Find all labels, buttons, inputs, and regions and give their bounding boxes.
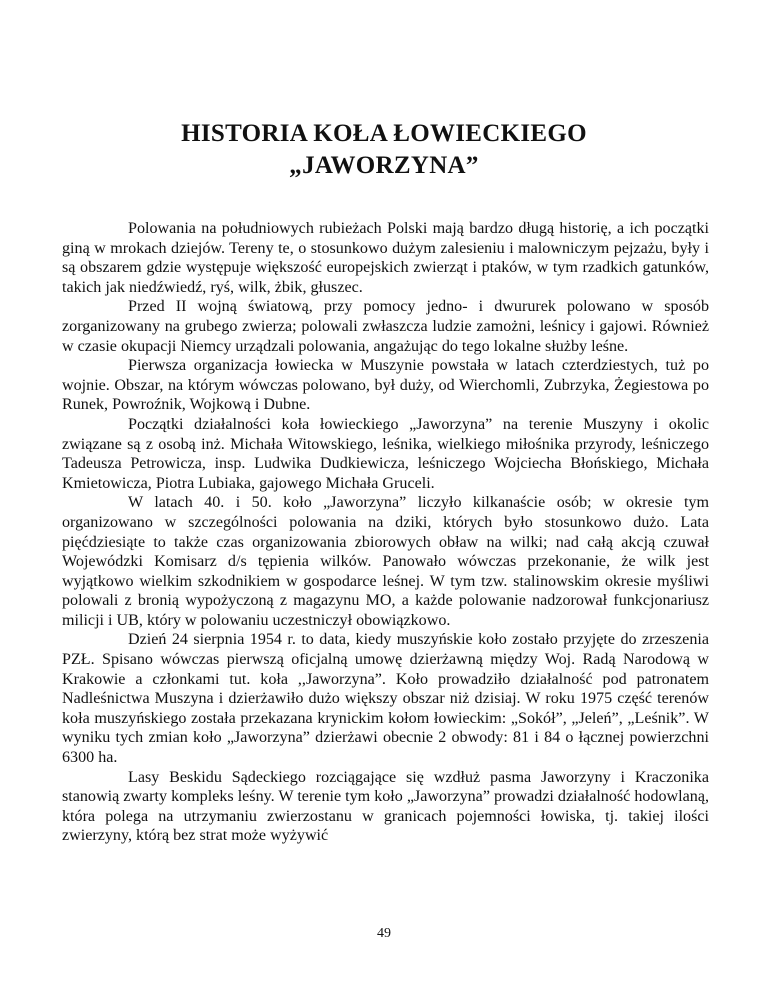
paragraph: Dzień 24 sierpnia 1954 r. to data, kiedy muszyńskie koło zostało przyjęte do zrzeszenia PZŁ. Spisano wówczas pierwszą oficjalną umowę dzierżawną między Woj. Radą Narodową w Krakowie a członkami tut. koła ,,Jaworzyna”. Koło prowadziło działalność pod patronatem Nadleśnictwa Muszyna i dzierżawiło dużo większy obszar niż dzisiaj. W roku 1975 część terenów koła muszyńskiego została przekazana krynickim kołom łowieckim: „Sokół”, „Jeleń”, „Leśnik”. W wyniku tych zmian koło „Jaworzyna” dzierżawi obecnie 2 obwody: 81 i 84 o łącznej powierzchni 6300 ha. (62, 631, 709, 767)
paragraph: Polowania na południowych rubieżach Polski mają bardzo długą historię, a ich początki giną w mrokach dziejów. Tereny te, o stosunkowo dużym zalesieniu i malowniczym pejzażu, były i są obszarem gdzie występuje większość europejskich zwierząt i ptaków, w tym rzadkich gatunków, takich jak niedźwiedź, ryś, wilk, żbik, głuszec. (62, 220, 709, 296)
paragraph: W latach 40. i 50. koło „Jaworzyna” liczyło kilkanaście osób; w okresie tym organizowano w szczególności polowania na dziki, których było stosunkowo dużo. Lata pięćdziesiąte to także czas organizowania zbiorowych obław na wilki; nad całą akcją czuwał Wojewódzki Komisarz d/s tępienia wilków. Panowało wówczas przekonanie, że wilk jest wyjątkowo wielkim szkodnikiem w gospodarce leśnej. W tym tzw. stalinowskim okresie myśliwi polowali z bronią wypożyczoną z magazynu MO, a każde polowanie nadzorował funkcjonariusz milicji i UB, który w polowaniu uczestniczył obowiązkowo. (62, 494, 709, 629)
body-text (62, 219, 709, 846)
title-line-1: HISTORIA KOŁA ŁOWIECKIEGO (181, 120, 587, 147)
title-line-2: „JAWORZYNA” (289, 152, 479, 179)
paragraph: Początki działalności koła łowieckiego „Jaworzyna” na terenie Muszyny i okolic związane są z osobą inż. Michała Witowskiego, leśnika, wielkiego miłośnika przyrody, leśniczego Tadeusza Petrowicza, insp. Ludwika Dudkiewicza, leśniczego Wojciecha Błońskiego, Michała Kmietowicza, Piotra Lubiaka, gajowego Michała Gruceli. (62, 415, 709, 492)
paragraph: Pierwsza organizacja łowiecka w Muszynie powstała w latach czterdziestych, tuż po wojnie. Obszar, na którym wówczas polowano, był duży, od Wierchomli, Zubrzyka, Żegiestowa po Runek, Powroźnik, Wojkową i Dubne. (62, 357, 709, 414)
paragraph: Przed II wojną światową, przy pomocy jedno- i dwururek polowano w sposób zorganizowany na grubego zwierza; polowali zwłaszcza ludzie zamożni, leśnicy i gajowi. Również w czasie okupacji Niemcy urządzali polowania, angażując do tego lokalne służby leśne. (62, 298, 709, 355)
page-number: 49 (377, 926, 391, 941)
paragraph: Lasy Beskidu Sądeckiego rozciągające się wzdłuż pasma Jaworzyny i Kraczonika stanowią zwarty kompleks leśny. W terenie tym koło „Jaworzyna” prowadzi działalność hodowlaną, która polega na utrzymaniu zwierzostanu w granicach pojemności łowiska, tj. takiej ilości zwierzyny, którą bez strat może wyżywić (62, 768, 709, 845)
page-title (0, 118, 768, 182)
